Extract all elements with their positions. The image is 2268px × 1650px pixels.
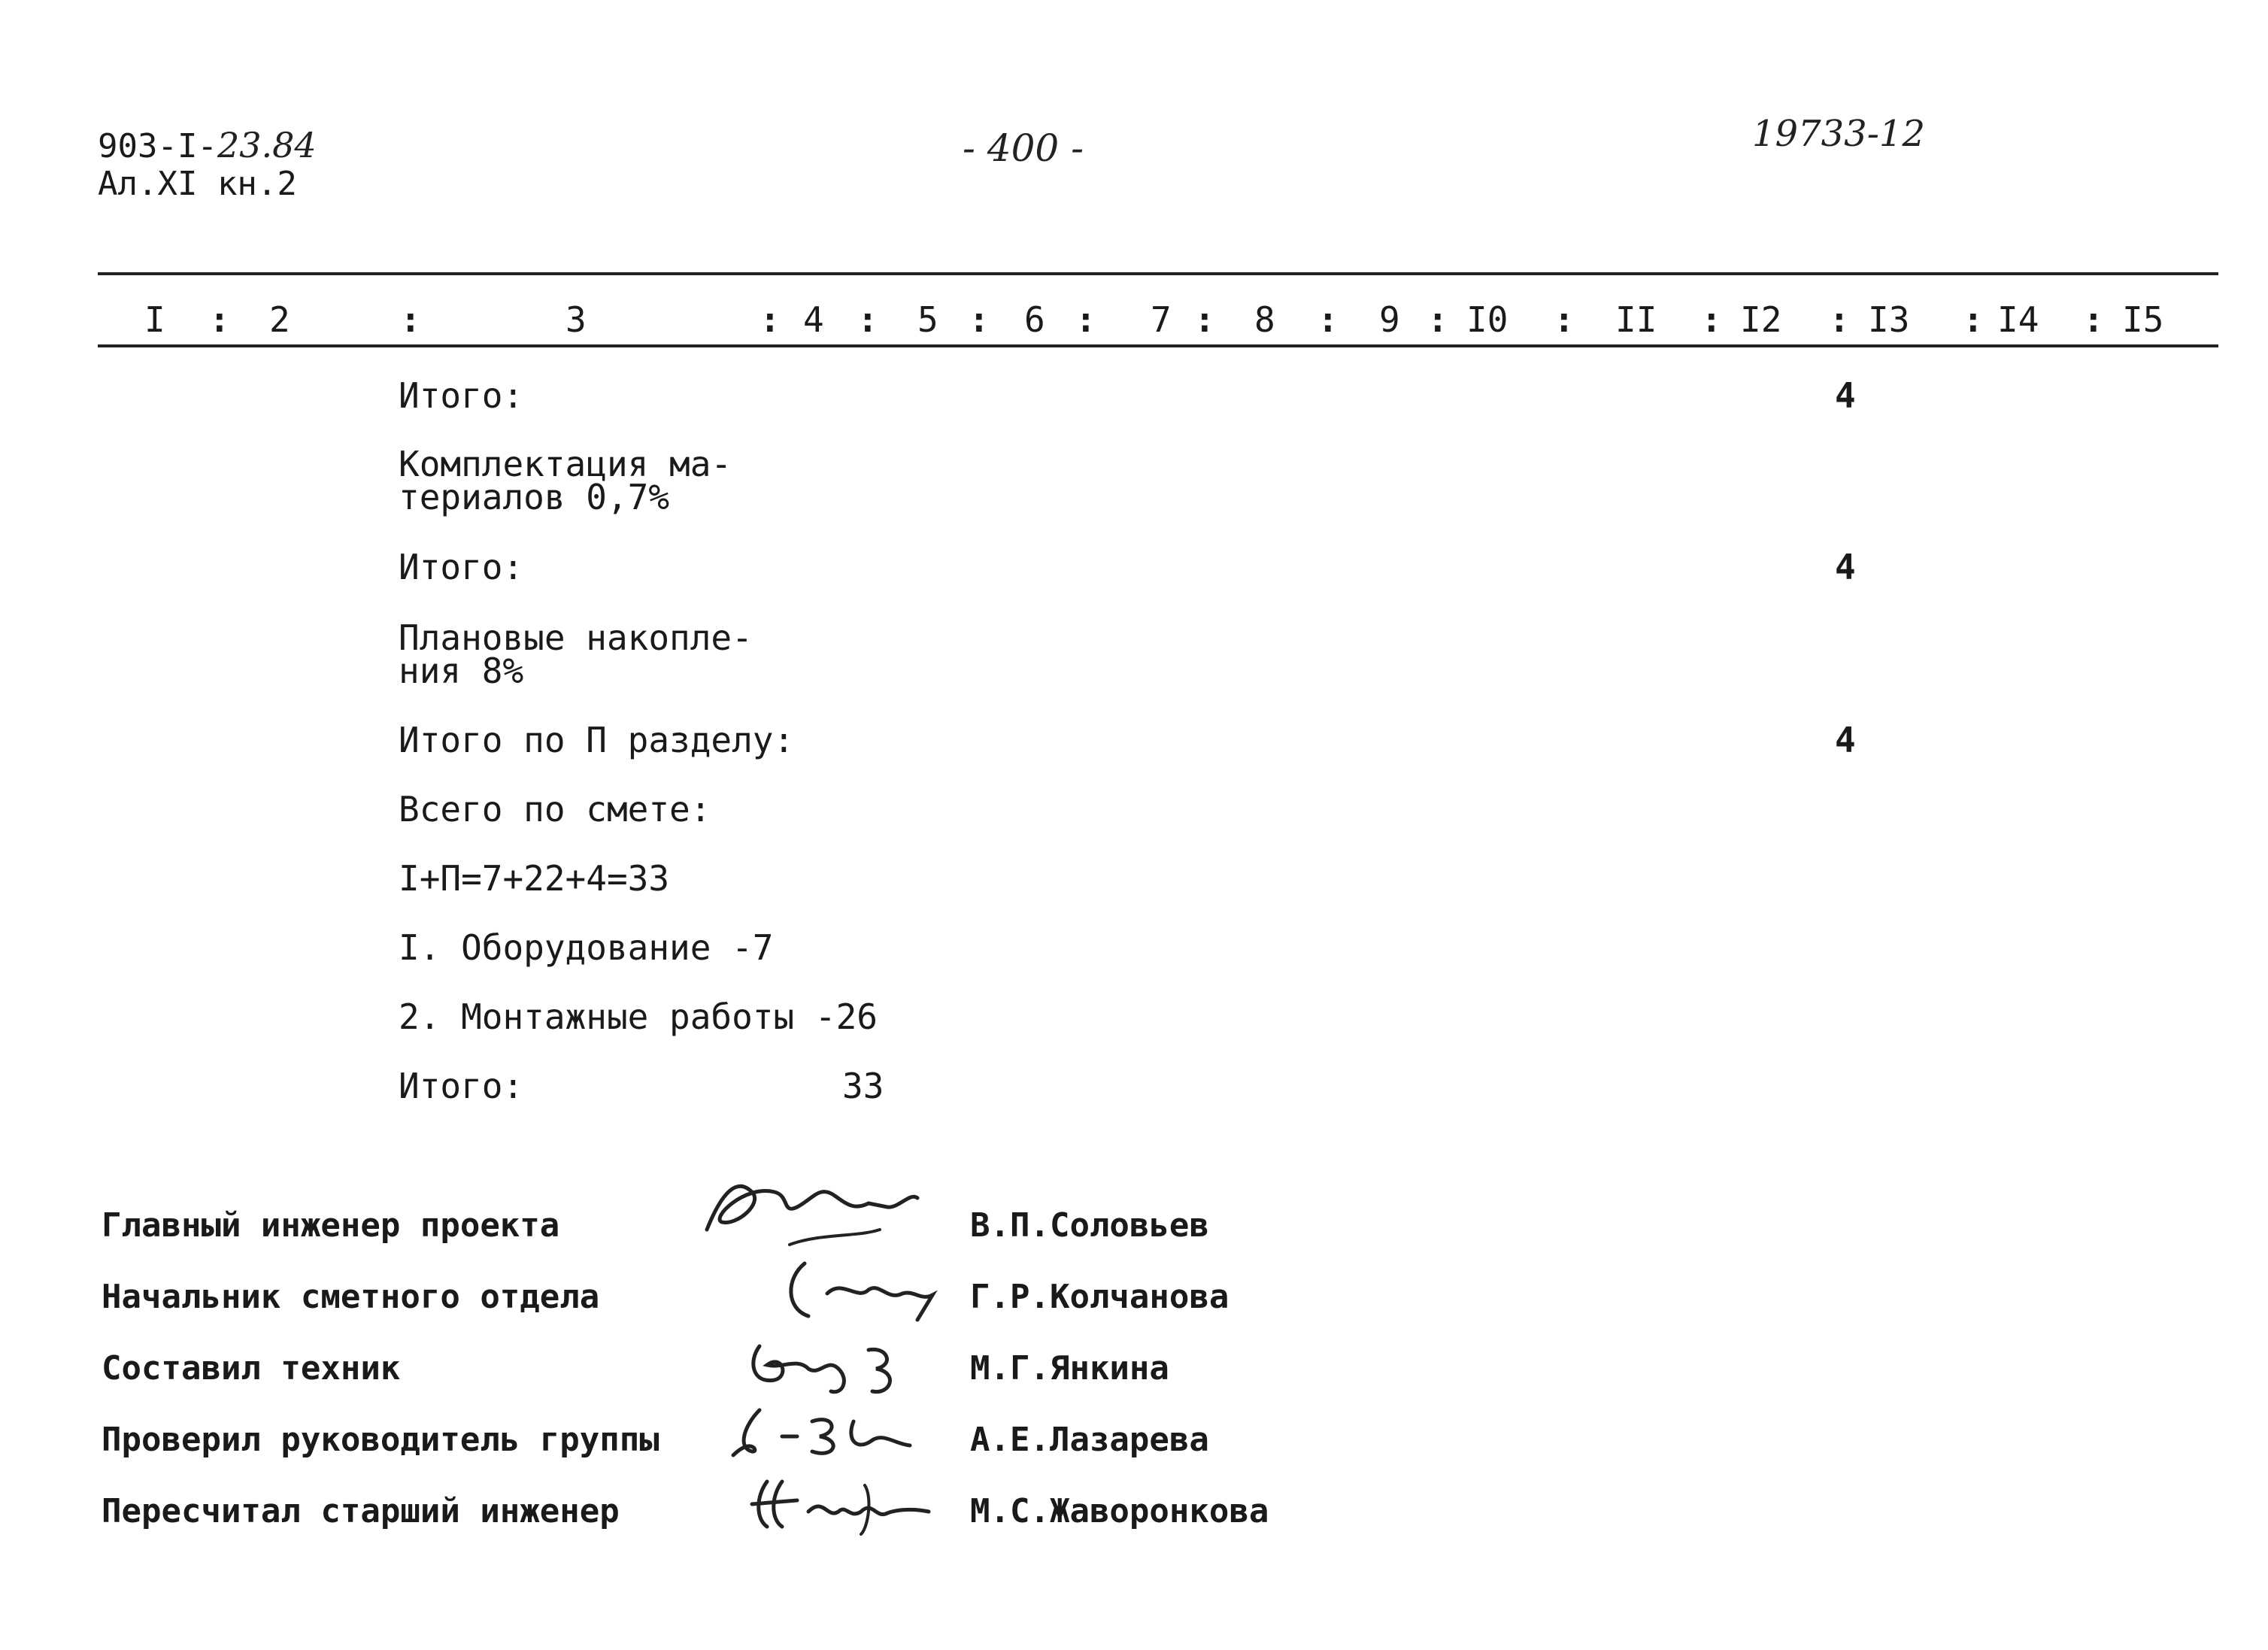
column-header-12: I2 bbox=[1740, 299, 1782, 340]
signature-mark bbox=[692, 1162, 932, 1252]
column-separator: : bbox=[760, 299, 781, 340]
table-top-rule bbox=[98, 272, 2218, 275]
column-separator: : bbox=[1075, 299, 1096, 340]
row-value: 4 bbox=[1835, 547, 1856, 587]
column-separator: : bbox=[1701, 299, 1722, 340]
column-separator: : bbox=[1194, 299, 1215, 340]
row-label: 2. Монтажные работы -26 bbox=[399, 996, 878, 1037]
archive-number: 19733-12 bbox=[1752, 113, 1925, 155]
row-value: 4 bbox=[1835, 375, 1856, 416]
doc-subcode: Ал.XI кн.2 bbox=[98, 165, 297, 203]
column-header-10: I0 bbox=[1466, 299, 1508, 340]
signature-role: Пересчитал старший инженер bbox=[102, 1492, 620, 1530]
table-header-rule bbox=[98, 344, 2218, 347]
signer-name: Г.Р.Колчанова bbox=[970, 1278, 1230, 1316]
doc-code-handwritten: 23.84 bbox=[217, 125, 317, 165]
column-header-3: 3 bbox=[565, 299, 587, 340]
row-label: Итого: bbox=[399, 1066, 524, 1106]
row-label: Итого: bbox=[399, 375, 524, 416]
column-separator: : bbox=[1829, 299, 1850, 340]
column-header-5: 5 bbox=[917, 299, 938, 340]
doc-code bbox=[98, 125, 317, 165]
column-separator: : bbox=[1427, 299, 1448, 340]
column-header-2: 2 bbox=[269, 299, 290, 340]
row-label: ния 8% bbox=[399, 651, 524, 691]
column-header-15: I5 bbox=[2122, 299, 2164, 340]
column-separator: : bbox=[1963, 299, 1984, 340]
column-header-11: II bbox=[1615, 299, 1657, 340]
column-header-7: 7 bbox=[1151, 299, 1172, 340]
row-value: 4 bbox=[1835, 720, 1856, 760]
signature-mark bbox=[722, 1399, 917, 1466]
column-separator: : bbox=[400, 299, 421, 340]
row-label: Плановые накопле- bbox=[399, 617, 753, 658]
row-label: I. Оборудование -7 bbox=[399, 927, 774, 968]
signature-role: Проверил руководитель группы bbox=[102, 1421, 659, 1459]
column-separator: : bbox=[857, 299, 878, 340]
row-label: I+П=7+22+4=33 bbox=[399, 858, 670, 899]
signer-name: М.Г.Янкина bbox=[970, 1349, 1169, 1388]
row-label: териалов 0,7% bbox=[399, 477, 670, 517]
column-header-14: I4 bbox=[1997, 299, 2039, 340]
signature-role: Начальник сметного отдела bbox=[102, 1278, 600, 1316]
column-header-8: 8 bbox=[1254, 299, 1275, 340]
column-header-13: I3 bbox=[1868, 299, 1910, 340]
row-value: 33 bbox=[842, 1066, 884, 1106]
signature-role: Главный инженер проекта bbox=[102, 1206, 560, 1245]
signature-mark bbox=[741, 1466, 936, 1542]
column-header-4: 4 bbox=[803, 299, 824, 340]
column-separator: : bbox=[209, 299, 230, 340]
row-label: Всего по смете: bbox=[399, 789, 711, 830]
doc-code-printed: 903-I- bbox=[98, 127, 217, 165]
row-label: Итого по П разделу: bbox=[399, 720, 795, 760]
row-label: Комплектация ма- bbox=[399, 444, 732, 484]
column-separator: : bbox=[2083, 299, 2104, 340]
signer-name: М.С.Жаворонкова bbox=[970, 1492, 1269, 1530]
page-number: - 400 - bbox=[963, 126, 1084, 170]
row-label: Итого: bbox=[399, 547, 524, 587]
signature-role: Составил техник bbox=[102, 1349, 401, 1388]
column-separator: : bbox=[1317, 299, 1339, 340]
column-header-1: I bbox=[144, 299, 165, 340]
signature-mark bbox=[737, 1324, 917, 1406]
column-header-9: 9 bbox=[1379, 299, 1400, 340]
signer-name: А.Е.Лазарева bbox=[970, 1421, 1209, 1459]
column-header-6: 6 bbox=[1024, 299, 1045, 340]
column-separator: : bbox=[1554, 299, 1575, 340]
column-separator: : bbox=[969, 299, 990, 340]
signer-name: В.П.Соловьев bbox=[970, 1206, 1209, 1245]
